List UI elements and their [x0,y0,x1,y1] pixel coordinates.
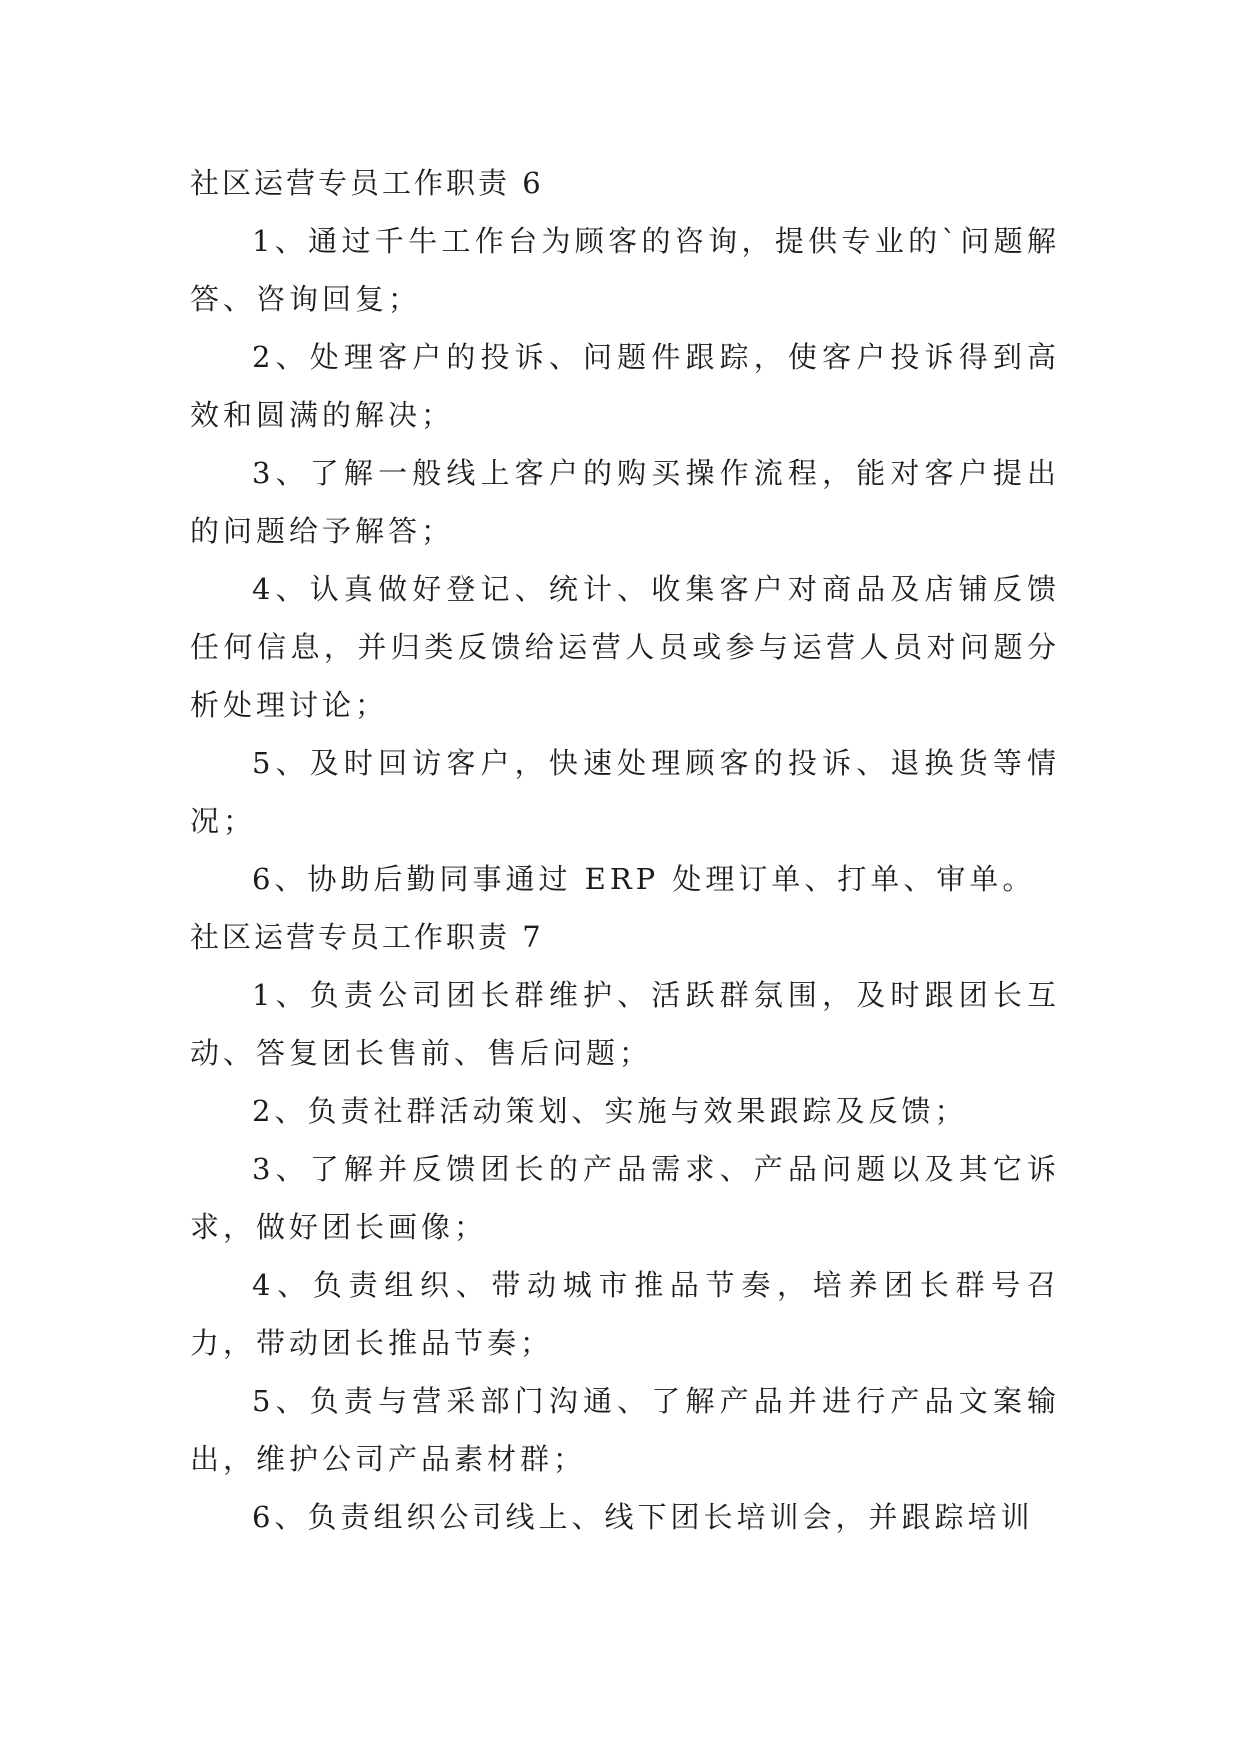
duty-item: 2、处理客户的投诉、问题件跟踪，使客户投诉得到高效和圆满的解决； [190,340,1060,432]
duty-item: 5、负责与营采部门沟通、了解产品并进行产品文案输出，维护公司产品素材群； [190,1384,1060,1476]
section-heading: 社区运营专员工作职责 7 [190,920,544,954]
duty-item: 3、了解一般线上客户的购买操作流程，能对客户提出的问题给予解答； [190,456,1060,548]
document-body [190,154,1060,1546]
duty-item: 4、认真做好登记、统计、收集客户对商品及店铺反馈任何信息，并归类反馈给运营人员或参与运营人员对问题分析处理讨论； [190,572,1060,722]
duty-item: 2、负责社群活动策划、实施与效果跟踪及反馈； [252,1094,968,1128]
section-6 [190,154,1060,908]
duty-item: 6、负责组织公司线上、线下团长培训会，并跟踪培训 [252,1500,1034,1534]
duty-item: 1、通过千牛工作台为顾客的咨询，提供专业的`问题解答、咨询回复； [190,224,1060,316]
duty-item: 4、负责组织、带动城市推品节奏，培养团长群号召力，带动团长推品节奏； [190,1268,1060,1360]
duty-item: 6、协助后勤同事通过 ERP 处理订单、打单、审单。 [252,862,1036,896]
duty-item: 1、负责公司团长群维护、活跃群氛围，及时跟团长互动、答复团长售前、售后问题； [190,978,1060,1070]
duty-item: 3、了解并反馈团长的产品需求、产品问题以及其它诉求，做好团长画像； [190,1152,1060,1244]
duty-item: 5、及时回访客户，快速处理顾客的投诉、退换货等情况； [190,746,1060,838]
section-heading: 社区运营专员工作职责 6 [190,166,544,200]
section-7 [190,908,1060,1546]
